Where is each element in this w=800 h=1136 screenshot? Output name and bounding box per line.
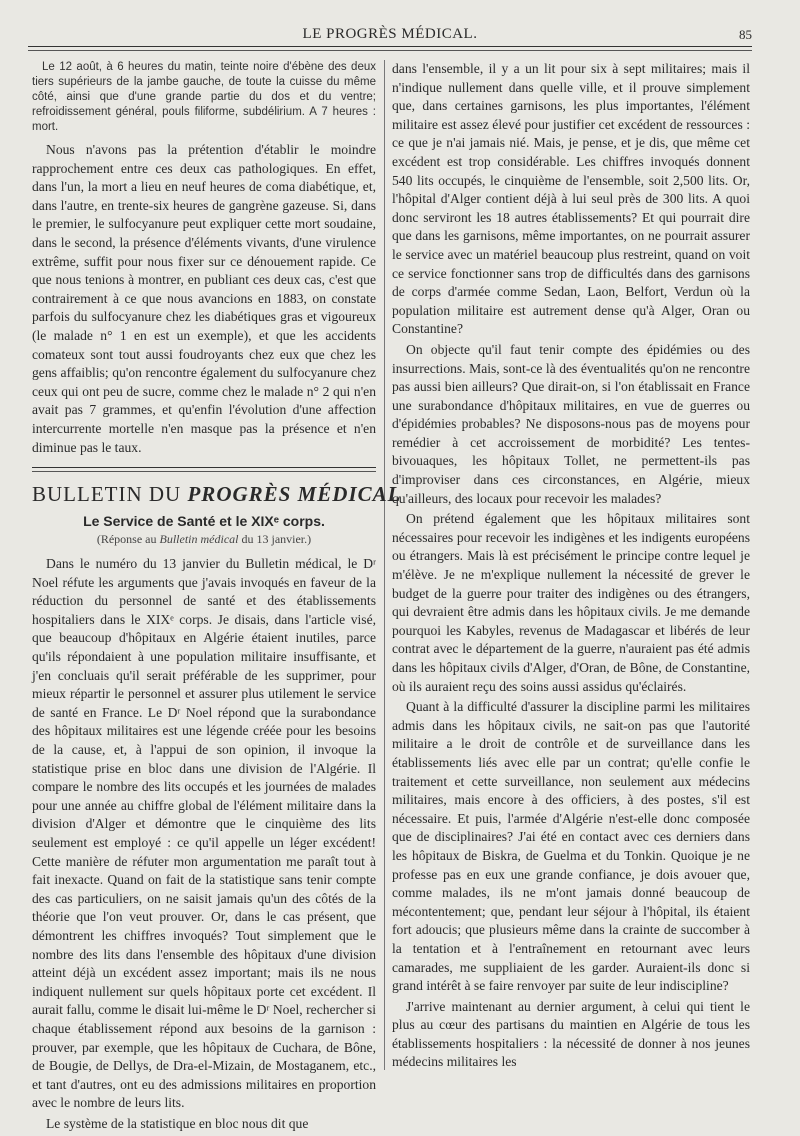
paragraph: Le système de la statistique en bloc nous dit que — [46, 1115, 309, 1131]
article-subtitle — [32, 532, 376, 547]
section-rule — [32, 467, 376, 468]
article-title: Le Service de Santé et le XIXᵉ corps. — [83, 513, 325, 530]
left-column — [32, 60, 402, 1136]
article-subtitle-open: (Réponse au — [96, 532, 160, 547]
page-header — [28, 24, 752, 46]
header-rule-thin — [28, 50, 752, 51]
section-rule-thin — [32, 471, 376, 472]
page-number: 85 — [739, 27, 752, 42]
article-subtitle-close: du 13 janvier.) — [238, 532, 312, 547]
paragraph: Dans le numéro du 13 janvier du Bulletin médical, le Dʳ Noel réfute les arguments que j'avais invoqués en faveur de la réduction du personnel de santé et des établissements hospitaliers dans le XIXᵉ corps. Je disais, dans l'article visé, que beaucoup d'hôpitaux en Algérie étaient inutiles, parce qu'ils répondaient à une population militaire insuffisante, et j'en concluais qu'il serait préférable de les supprimer, pour mieux répartir le personnel et assurer plus utilement le service de santé en France. Le Dʳ Noel répond que la surabondance des hôpitaux militaires est une légende créée pour les besoins de la cause, et, à l'appui de son opinion, il invoque la statistique prise en bloc dans une division de l'Algérie. Il compare le nombre des lits occupés et les journées de malades pour une année au chiffre global de l'élément militaire dans la division d'Alger et démontre que le cinquième des lits seulement est employé : ce qu'il appelle un léger excédent! Cette manière de réfuter mon argumentation me paraît tout à fait inexacte. Quand on fait de la statistique sans tenir compte des cas particuliers, on ne saisit jamais qu'un des côtés de la théorie que l'on veut prouver. Or, dans le cas présent, que démontrent les chiffres invoqués? Tout simplement que le nombre des lits dans l'ensemble des hôpitaux d'une division atteint déjà un excédent assez important; mais ils ne nous indiquent nullement sur quels hôpitaux porte cet excédent. Il aurait fallu, comme le disait lui-même le Dʳ Noel, rechercher si chaque établissement répond aux besoins de la garnison : prouver, par exemple, que les hôpitaux de Cuchara, de Bône, de Bougie, de Dellys, de Dra-el-Mizain, de Mostaganem, etc., et tant d'autres, ont eu des admissions militaires en proportion avec le nombre de leurs lits. — [32, 556, 376, 1111]
section-heading-title: PROGRÈS MÉDICAL — [187, 482, 402, 507]
article-subtitle-journal: Bulletin médical — [159, 532, 239, 547]
paragraph: J'arrive maintenant au dernier argument, à celui qui tient le plus au cœur des partisans du maintien en Algérie de tous les établissements hospitaliers : la nécessité de donner à nos jeunes médecins militaires les — [392, 998, 750, 1070]
column-divider — [384, 60, 385, 1070]
paragraph: dans l'ensemble, il y a un lit pour six à sept militaires; mais il n'indique nullement dans quelle ville, et il prouve simplement que, dans certaines garnisons, les plus importantes, l'élément militaire est assez élevé pour justifier cet excédent de ressources : ce que je n'ai jamais nié. Mais, je pense, et je dis, que même cet excédent est trop considérable. Les chiffres invoqués donnent 540 lits occupés, le cinquième de l'ensemble, soit 2,500 lits. Or, l'hôpital d'Alger contient déjà à lui seul près de 300 lits. A quoi donc serviront les 18 autres établissements? Et qui pourrait dire que dans les garnisons, même importantes, on ne pourrait assurer le service avec un matériel beaucoup plus restreint, quand on voit ce service fonctionner sans trop de difficultés dans des garnisons de corps d'armée comme Sedan, Laon, Belfort, Verdun où la population militaire est autrement dense qu'à Alger, Oran ou Constantine? — [392, 61, 750, 337]
journal-title: LE PROGRÈS MÉDICAL. — [302, 26, 478, 42]
section-heading-prefix: BULLETIN DU — [32, 482, 188, 507]
paragraph: On objecte qu'il faut tenir compte des épidémies ou des insurrections. Mais, sont-ce là des éventualités qu'on ne rencontre pas aussi bien ailleurs? Que dirait-on, si l'on établissait en France une surabondance d'hôpitaux militaires, en vue de guerres ou d'épidémies probables? Ne disposons-nous pas de moyens pour remédier à cet accroissement de morbidité? Les tentes-bivouaques, les hôpitaux Tollet, ne permettent-ils pas d'improviser dans ces circonstances, en Algérie, mieux qu'ailleurs, des locaux pour recevoir les malades? — [392, 341, 750, 506]
header-rule — [28, 46, 752, 47]
right-column — [392, 60, 750, 1074]
paragraph: Nous n'avons pas la prétention d'établir le moindre rapprochement entre ces deux cas pathologiques. En effet, dans l'un, la mort a lieu en neuf heures de coma diabétique, et, dans l'autre, en trente-six heures de gangrène gazeuse. Si, dans le premier, le sulfocyanure peut expliquer cette mort soudaine, dans le second, la présence d'éléments vivants, d'une virulence extrême, suffit pour nous fixer sur ce dénouement rapide. Ce que nous tenions à montrer, en publiant ces deux cas, c'est que contrairement à ce que nous avancions en 1883, on constate parfois du sulfocyanure chez les diabétiques gras et vigoureux (le malade n° 1 en est un exemple), et que les accidents comateux sont tout aussi foudroyants chez eux que chez les gens affaiblis; qu'on rencontre également du sulfocyanure chez ceux qui ont peu de sucre, comme chez le malade n° 2 qui n'en avait pas 7 grammes, et qu'enfin l'évolution d'une affection intercurrente mortelle n'en masque pas la présence et n'en diminue pas le taux. — [32, 142, 376, 455]
paragraph: On prétend également que les hôpitaux militaires sont nécessaires pour recevoir les indigènes et les indigents européens ou étrangers. Mais là est précisément le principe contre lequel je m'élève. Je ne m'explique nullement la nécessité de grever le budget de la guerre pour traiter des indigènes ou des étrangers, qui devraient être admis dans les hôpitaux civils. Je me demande pourquoi les Kabyles, revenus de Madagascar et libérés de leur contrat avec le département de la guerre, n'auraient pas été admis dans les hôpitaux civils d'Alger, d'Oran, de Bône, de Constantine, où ils auraient reçu des soins aussi assidus qu'éclairés. — [392, 511, 750, 694]
paragraph: Quant à la difficulté d'assurer la discipline parmi les militaires admis dans les hôpitaux civils, ne sait-on pas que l'autorité militaire a le droit de contrôle et de surveillance dans les établissements liés avec elle par un contrat; qu'elle confie le traitement et cette surveillance, non seulement aux médecins militaires, mais encore à des officiers, à des postes, s'il est nécessaire. Et puis, l'armée d'Algérie n'est-elle donc composée que de disciplinaires? J'ai été en contact avec ces derniers dans les hôpitaux de Biskra, de Guelma et du Tonkin. Quoique je ne professe pas en eux une grande confiance, je dois avouer que, comme malades, ils ne m'ont jamais donné beaucoup de mécontentement; que, pendant leur séjour à l'hôpital, ils étaient fort adoucis; que plusieurs même dans la crainte de succomber à la tentation et à l'entraînement en retournant avec leurs camarades, me suppliaient de les garder. Auraient-ils donc si grand intérêt à se faire renvoyer par suite de leur indiscipline? — [392, 699, 750, 994]
section-heading — [32, 482, 402, 507]
case-note: Le 12 août, à 6 heures du matin, teinte noire d'ébène des deux tiers supérieurs de la jambe gauche, de toute la cuisse du même côté, ainsi que d'une grande partie du dos et du ventre; refroidissement général, pouls filiforme, subdélirium. A 7 heures : mort. — [32, 61, 376, 133]
